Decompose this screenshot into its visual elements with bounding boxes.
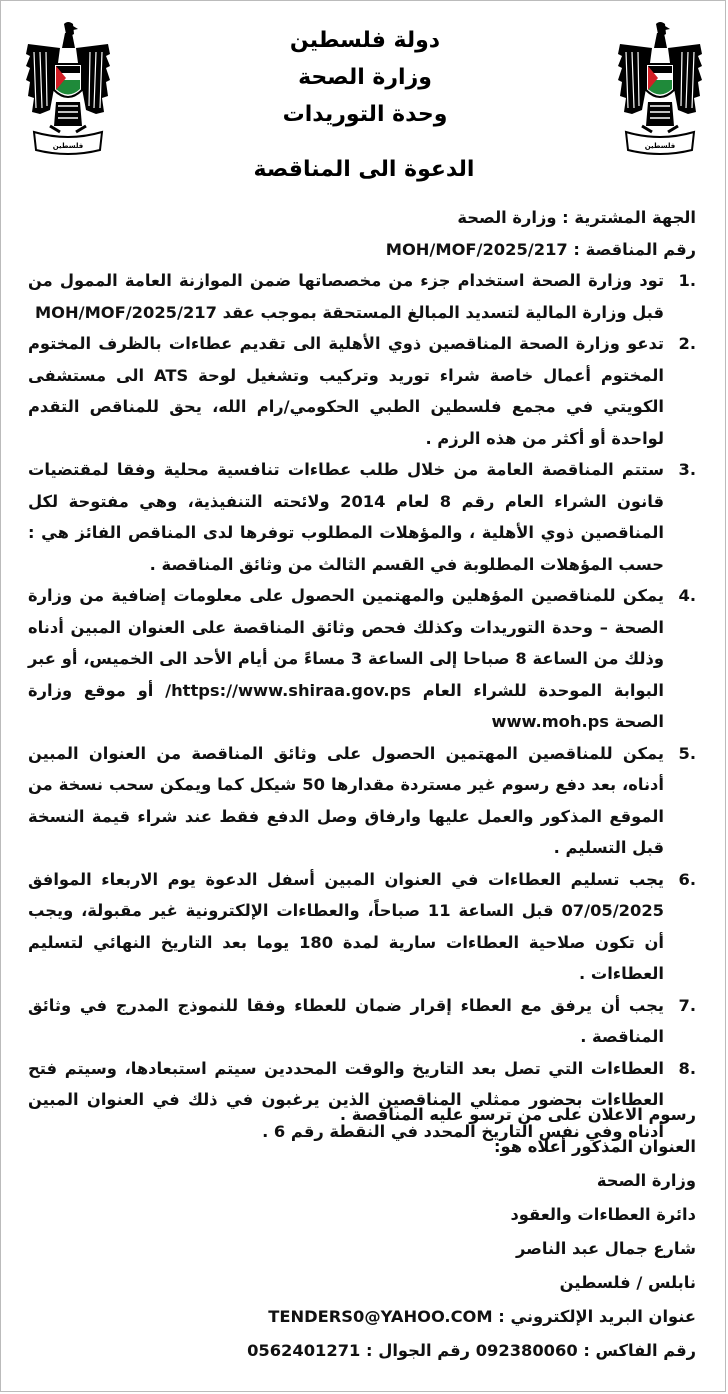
- item-number: 7.: [678, 995, 696, 1015]
- list-item: [28, 454, 696, 580]
- letterhead: [200, 22, 530, 133]
- tender-body: [28, 202, 696, 1147]
- address-street: شارع جمال عبد الناصر: [515, 1239, 696, 1258]
- palestine-eagle-emblem-right: [612, 18, 708, 162]
- address-ministry: وزارة الصحة: [596, 1171, 696, 1190]
- purchaser-line: الجهة المشترية : وزارة الصحة: [457, 208, 696, 227]
- list-item: [28, 864, 696, 990]
- page-title: الدعوة الى المناقصة: [253, 157, 475, 182]
- item-number: 6.: [678, 869, 696, 889]
- ministry-name: وزارة الصحة: [298, 65, 432, 90]
- item-text: يجب تسليم العطاءات في العنوان المبين أسفل الدعوة يوم الاربعاء الموافق 07/05/2025 قبل الساعة 11 صباحاً، والعطاءات الإلكترونية غير مقبولة، ويجب أن تكون صلاحية العطاءات سارية لمدة 180 يوما بعد التاريخ النهائي لتسليم العطاءات .: [28, 869, 665, 983]
- fees-note: رسوم الاعلان على من ترسو عليه المناقصة .: [339, 1105, 696, 1124]
- eagle-emblem-icon: [20, 18, 116, 162]
- item-number: 1.: [678, 271, 696, 290]
- eagle-beak: [665, 26, 670, 30]
- item-number: 5.: [678, 743, 696, 763]
- email-line: عنوان البريد الإلكتروني : TENDERS0@YAHOO.COM: [268, 1307, 696, 1326]
- item-text: يجب أن يرفق مع العطاء إقرار ضمان للعطاء وفقا للنموذج المدرج في وثائق المناقصة .: [28, 995, 664, 1046]
- eagle-talons: [642, 126, 678, 132]
- address-city: نابلس / فلسطين: [559, 1273, 696, 1292]
- item-number: 8.: [678, 1058, 696, 1078]
- list-item: [28, 990, 696, 1053]
- item-text: تدعو وزارة الصحة المناقصين ذوي الأهلية الى تقديم عطاءات بالظرف المختوم المختوم أعمال خاصة شراء توريد وتركيب وتشغيل لوحة ATS الى مستشفى الكويتي في مجمع فلسطين الطبي الحكومي/رام الله، يحق للمناقص التقدم لواحدة أو أكثر من هذه الرزم .: [28, 334, 664, 448]
- item-text: يمكن للمناقصين المهتمين الحصول على وثائق المناقصة من العنوان المبين أدناه، بعد دفع رسوم غير مستردة مقدارها 50 شيكل كما ويمكن سحب نسخة من الموقع المذكور والعمل عليها وارفاق وصل الدفع فقط عند شراء قيمة النسخة قبل التسليم .: [28, 743, 664, 857]
- item-text: تود وزارة الصحة استخدام جزء من مخصصاتها ضمن الموازنة العامة الممول من قبل وزارة المالية لتسديد المبالغ المستحقة بموجب عقد MOH/MOF/2025/217: [28, 271, 664, 322]
- eagle-beak: [73, 26, 78, 30]
- tender-clauses: [28, 265, 696, 1147]
- address-block: [28, 1100, 696, 1368]
- item-number: 3.: [678, 460, 696, 479]
- unit-name: وحدة التوريدات: [282, 102, 448, 127]
- item-text: العطاءات التي تصل بعد التاريخ والوقت المحددين سيتم استبعادها، وسيتم فتح العطاءات بحضور ممثلي المناقصين الذين يرغبون في ذلك في العنوان المبين أدناه وفي نفس التاريخ المحدد في النقطة رقم 6 .: [28, 1058, 664, 1141]
- item-text: يمكن للمناقصين المؤهلين والمهتمين الحصول على معلومات إضافية من وزارة الصحة – وحدة التوريدات وكذلك فحص وثائق المناقصة على العنوان المبين أدناه وذلك من الساعة 8 صباحا إلى الساعة 3 مساءً من أيام الأحد الى الخميس، أو عبر البوابة الموحدة للشراء العام https://www.shiraa.gov.ps/ أو موقع وزارة الصحة www.moh.ps: [28, 586, 664, 731]
- eagle-neck: [654, 33, 667, 48]
- list-item: [28, 265, 696, 328]
- item-number: 4.: [678, 586, 696, 605]
- address-department: دائرة العطاءات والعقود: [510, 1205, 696, 1224]
- list-item: [28, 580, 696, 738]
- eagle-emblem-icon: [612, 18, 708, 162]
- emblem-scroll-caption: فلسطين: [52, 142, 84, 150]
- eagle-talons: [50, 126, 86, 132]
- list-item: [28, 738, 696, 864]
- emblem-scroll-caption: فلسطين: [644, 142, 676, 150]
- tender-number-line: رقم المناقصة : MOH/MOF/2025/217: [385, 239, 696, 259]
- address-heading: العنوان المذكور أعلاه هو:: [494, 1137, 696, 1156]
- eagle-neck: [62, 33, 75, 48]
- item-number: 2.: [678, 334, 696, 353]
- item-text: ستتم المناقصة العامة من خلال طلب عطاءات تنافسية محلية وفقا لمقتضيات قانون الشراء العام رقم 8 لعام 2014 ولائحته التنفيذية، وهي مفتوحة لكل المناقصين ذوي الأهلية ، والمؤهلات المطلوب توفرها لدى المناقص الفائز هي : حسب المؤهلات المطلوبة في القسم الثالث من وثائق المناقصة .: [28, 460, 664, 574]
- phone-fax-line: رقم الفاكس : 092380060 رقم الجوال : 0562401271: [247, 1341, 696, 1360]
- palestine-eagle-emblem-left: [20, 18, 116, 162]
- state-name: دولة فلسطين: [289, 28, 441, 53]
- list-item: [28, 328, 696, 454]
